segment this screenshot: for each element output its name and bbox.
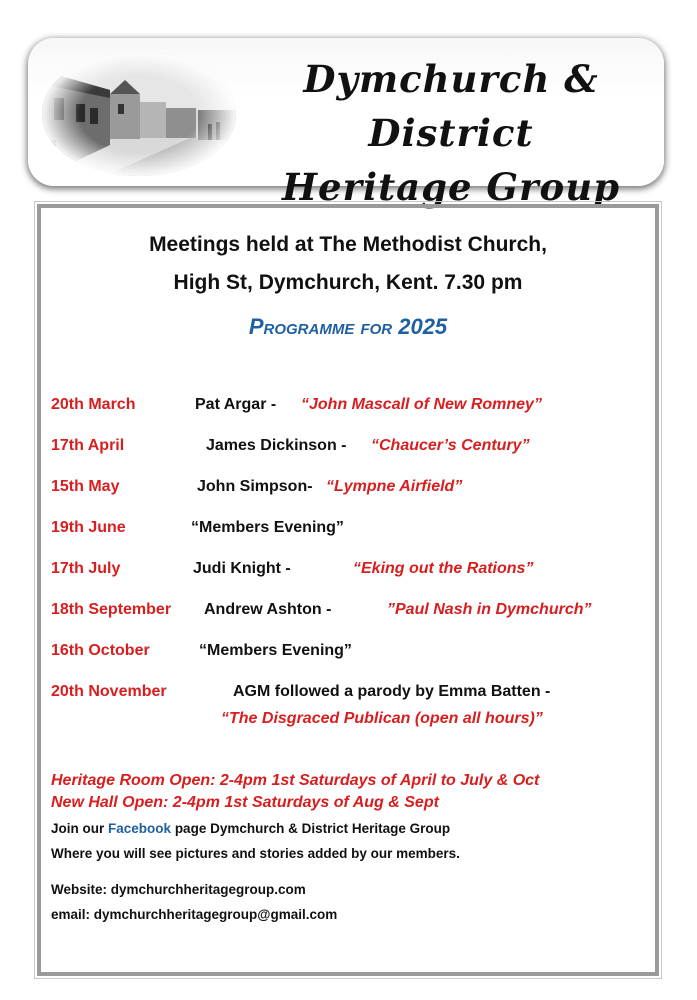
- programme-panel: [37, 204, 659, 976]
- event-date: 18th September: [51, 601, 172, 618]
- email-line[interactable]: email: dymchurchheritagegroup@gmail.com: [51, 907, 338, 922]
- event-date: 17th April: [51, 437, 125, 454]
- meeting-location: [41, 226, 655, 302]
- meeting-line-1: Meetings held at The Methodist Church,: [149, 233, 547, 256]
- event-date: 20th November: [51, 683, 167, 700]
- event-date: 20th March: [51, 396, 136, 413]
- event-speaker: “Members Evening”: [191, 519, 344, 536]
- event-speaker: AGM followed a parody by Emma Batten -: [233, 683, 551, 700]
- meeting-line-2: High St, Dymchurch, Kent. 7.30 pm: [173, 271, 523, 294]
- event-date: 17th July: [51, 560, 121, 577]
- title-line-1: Dymchurch & District: [303, 57, 599, 155]
- heritage-room-hours: Heritage Room Open: 2-4pm 1st Saturdays of April to July & Oct: [51, 772, 540, 789]
- join-prefix: Join our: [51, 821, 105, 836]
- event-talk: “Chaucer’s Century”: [371, 437, 530, 454]
- event-talk: “Lympne Airfield”: [326, 478, 463, 495]
- facebook-link[interactable]: Facebook: [108, 821, 172, 836]
- event-date: 16th October: [51, 642, 150, 659]
- event-talk: ”Paul Nash in Dymchurch”: [387, 601, 592, 618]
- facebook-line: [51, 817, 450, 841]
- event-date: 15th May: [51, 478, 120, 495]
- event-speaker: Pat Argar -: [195, 396, 277, 413]
- group-title: [246, 52, 656, 214]
- event-speaker: John Simpson-: [197, 478, 313, 495]
- new-hall-hours: New Hall Open: 2-4pm 1st Saturdays of Aug & Sept: [51, 794, 439, 811]
- event-talk: “The Disgraced Publican (open all hours)”: [221, 710, 543, 727]
- website-line[interactable]: Website: dymchurchheritagegroup.com: [51, 882, 306, 897]
- title-line-2: Heritage Group: [282, 165, 620, 209]
- event-date: 19th June: [51, 519, 126, 536]
- event-speaker: Judi Knight -: [193, 560, 291, 577]
- pictures-line: Where you will see pictures and stories added by our members.: [51, 846, 460, 861]
- historic-street-photo: [40, 50, 238, 178]
- event-talk: “Eking out the Rations”: [353, 560, 534, 577]
- event-talk: “John Mascall of New Romney”: [301, 396, 542, 413]
- event-speaker: James Dickinson -: [206, 437, 347, 454]
- header-banner: [28, 38, 664, 209]
- event-speaker: Andrew Ashton -: [204, 601, 332, 618]
- programme-title: Programme for 2025: [248, 314, 448, 339]
- join-suffix: page Dymchurch & District Heritage Group: [174, 821, 451, 836]
- event-speaker: “Members Evening”: [199, 642, 352, 659]
